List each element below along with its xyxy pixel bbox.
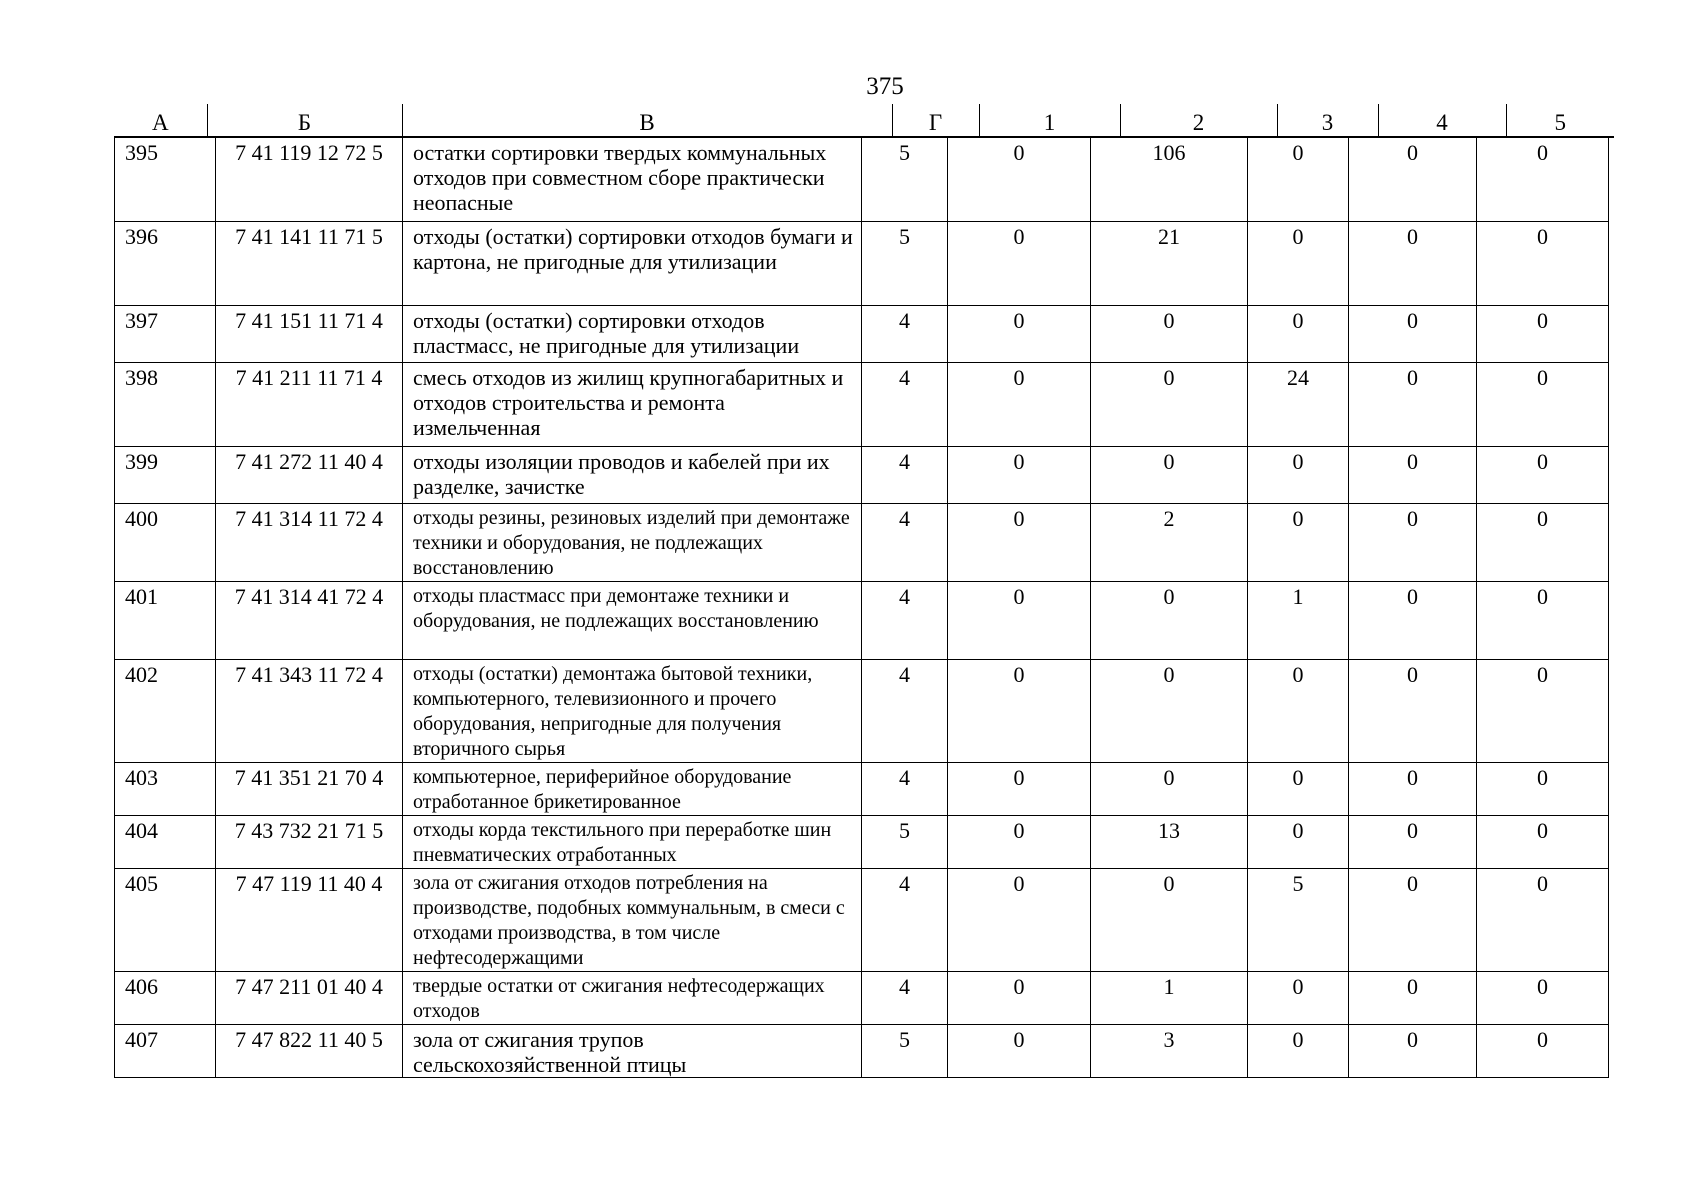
cell-c2: 0	[1091, 363, 1248, 447]
page-number: 375	[866, 73, 904, 100]
cell-a: 404	[115, 816, 216, 869]
cell-a: 407	[115, 1025, 216, 1078]
cell-v: отходы (остатки) демонтажа бытовой техники, компьютерного, телевизионного и прочего оборудования, непригодные для получения вторичного сырья	[403, 660, 862, 763]
cell-c3: 0	[1248, 504, 1349, 582]
cell-c5: 0	[1477, 1025, 1609, 1078]
cell-c3: 0	[1248, 306, 1349, 363]
header-cell-a: А	[114, 104, 207, 137]
cell-c5: 0	[1477, 447, 1609, 504]
cell-b: 7 41 314 11 72 4	[216, 504, 403, 582]
table-row	[115, 972, 1609, 1025]
header-cell-3: 3	[1277, 104, 1378, 137]
table-row	[115, 763, 1609, 816]
cell-b: 7 47 822 11 40 5	[216, 1025, 403, 1078]
cell-v: зола от сжигания трупов сельскохозяйственной птицы	[403, 1025, 862, 1078]
cell-c2: 0	[1091, 447, 1248, 504]
cell-c2: 13	[1091, 816, 1248, 869]
cell-b: 7 41 314 41 72 4	[216, 582, 403, 660]
cell-c4: 0	[1349, 504, 1477, 582]
cell-c3: 1	[1248, 582, 1349, 660]
table-row	[115, 582, 1609, 660]
cell-g: 4	[862, 582, 948, 660]
cell-c1: 0	[948, 138, 1091, 222]
cell-g: 4	[862, 869, 948, 972]
table-row	[115, 138, 1609, 222]
table-row	[115, 1025, 1609, 1078]
cell-b: 7 41 211 11 71 4	[216, 363, 403, 447]
cell-v: отходы корда текстильного при переработке шин пневматических отработанных	[403, 816, 862, 869]
cell-v: отходы (остатки) сортировки отходов бумаги и картона, не пригодные для утилизации	[403, 222, 862, 306]
cell-a: 396	[115, 222, 216, 306]
table-header	[114, 104, 1614, 138]
cell-c3: 0	[1248, 222, 1349, 306]
cell-a: 405	[115, 869, 216, 972]
header-row	[114, 104, 1614, 137]
cell-a: 399	[115, 447, 216, 504]
cell-c2: 3	[1091, 1025, 1248, 1078]
cell-c3: 0	[1248, 138, 1349, 222]
cell-a: 403	[115, 763, 216, 816]
table-row	[115, 222, 1609, 306]
cell-c4: 0	[1349, 306, 1477, 363]
header-cell-g: Г	[892, 104, 979, 137]
header-cell-b: Б	[207, 104, 402, 137]
cell-b: 7 41 141 11 71 5	[216, 222, 403, 306]
cell-c4: 0	[1349, 447, 1477, 504]
cell-g: 4	[862, 363, 948, 447]
cell-c1: 0	[948, 1025, 1091, 1078]
cell-c4: 0	[1349, 869, 1477, 972]
cell-g: 5	[862, 222, 948, 306]
cell-a: 398	[115, 363, 216, 447]
cell-c2: 0	[1091, 660, 1248, 763]
cell-c4: 0	[1349, 582, 1477, 660]
cell-a: 400	[115, 504, 216, 582]
cell-c1: 0	[948, 660, 1091, 763]
cell-g: 4	[862, 763, 948, 816]
cell-c1: 0	[948, 504, 1091, 582]
cell-c4: 0	[1349, 763, 1477, 816]
cell-c5: 0	[1477, 582, 1609, 660]
cell-a: 397	[115, 306, 216, 363]
cell-b: 7 47 211 01 40 4	[216, 972, 403, 1025]
cell-c2: 0	[1091, 306, 1248, 363]
cell-g: 5	[862, 1025, 948, 1078]
cell-a: 402	[115, 660, 216, 763]
table-row	[115, 363, 1609, 447]
cell-c1: 0	[948, 972, 1091, 1025]
table-row	[115, 869, 1609, 972]
cell-c5: 0	[1477, 869, 1609, 972]
cell-c3: 0	[1248, 660, 1349, 763]
cell-c3: 0	[1248, 972, 1349, 1025]
cell-a: 395	[115, 138, 216, 222]
table-row	[115, 306, 1609, 363]
cell-c5: 0	[1477, 660, 1609, 763]
cell-v: отходы (остатки) сортировки отходов пластмасс, не пригодные для утилизации	[403, 306, 862, 363]
cell-c4: 0	[1349, 972, 1477, 1025]
cell-g: 4	[862, 447, 948, 504]
cell-c4: 0	[1349, 363, 1477, 447]
header-cell-5: 5	[1506, 104, 1614, 137]
cell-c3: 5	[1248, 869, 1349, 972]
cell-c5: 0	[1477, 763, 1609, 816]
cell-c1: 0	[948, 816, 1091, 869]
cell-a: 406	[115, 972, 216, 1025]
cell-c5: 0	[1477, 306, 1609, 363]
cell-v: смесь отходов из жилищ крупногабаритных и отходов строительства и ремонта измельченная	[403, 363, 862, 447]
table-row	[115, 660, 1609, 763]
cell-g: 5	[862, 816, 948, 869]
cell-c5: 0	[1477, 138, 1609, 222]
cell-c3: 0	[1248, 1025, 1349, 1078]
table-row	[115, 447, 1609, 504]
cell-c1: 0	[948, 763, 1091, 816]
cell-b: 7 43 732 21 71 5	[216, 816, 403, 869]
cell-c1: 0	[948, 447, 1091, 504]
waste-table-sheet	[114, 104, 1614, 1078]
header-cell-4: 4	[1378, 104, 1506, 137]
cell-v: компьютерное, периферийное оборудование отработанное брикетированное	[403, 763, 862, 816]
header-cell-v: В	[402, 104, 892, 137]
cell-c1: 0	[948, 869, 1091, 972]
cell-c2: 0	[1091, 582, 1248, 660]
cell-g: 5	[862, 138, 948, 222]
cell-v: зола от сжигания отходов потребления на производстве, подобных коммунальным, в смеси с отходами производства, в том числе нефтесодержащими	[403, 869, 862, 972]
cell-v: остатки сортировки твердых коммунальных отходов при совместном сборе практически неопасные	[403, 138, 862, 222]
cell-c3: 0	[1248, 763, 1349, 816]
cell-c3: 0	[1248, 816, 1349, 869]
cell-b: 7 41 151 11 71 4	[216, 306, 403, 363]
cell-b: 7 41 343 11 72 4	[216, 660, 403, 763]
cell-g: 4	[862, 306, 948, 363]
cell-g: 4	[862, 660, 948, 763]
cell-v: отходы пластмасс при демонтаже техники и оборудования, не подлежащих восстановлению	[403, 582, 862, 660]
cell-c4: 0	[1349, 222, 1477, 306]
cell-c3: 0	[1248, 447, 1349, 504]
cell-c1: 0	[948, 363, 1091, 447]
cell-b: 7 41 351 21 70 4	[216, 763, 403, 816]
header-cell-1: 1	[979, 104, 1120, 137]
cell-c5: 0	[1477, 504, 1609, 582]
cell-c5: 0	[1477, 972, 1609, 1025]
table-row	[115, 816, 1609, 869]
cell-v: отходы изоляции проводов и кабелей при их разделке, зачистке	[403, 447, 862, 504]
cell-c2: 21	[1091, 222, 1248, 306]
cell-c1: 0	[948, 306, 1091, 363]
cell-c2: 0	[1091, 869, 1248, 972]
cell-g: 4	[862, 504, 948, 582]
cell-b: 7 41 272 11 40 4	[216, 447, 403, 504]
cell-c4: 0	[1349, 660, 1477, 763]
cell-c5: 0	[1477, 816, 1609, 869]
cell-c3: 24	[1248, 363, 1349, 447]
cell-c1: 0	[948, 222, 1091, 306]
cell-c4: 0	[1349, 138, 1477, 222]
cell-c2: 1	[1091, 972, 1248, 1025]
table-row	[115, 504, 1609, 582]
cell-b: 7 47 119 11 40 4	[216, 869, 403, 972]
cell-b: 7 41 119 12 72 5	[216, 138, 403, 222]
cell-c4: 0	[1349, 816, 1477, 869]
cell-c1: 0	[948, 582, 1091, 660]
cell-c5: 0	[1477, 363, 1609, 447]
cell-g: 4	[862, 972, 948, 1025]
cell-c2: 2	[1091, 504, 1248, 582]
header-cell-2: 2	[1120, 104, 1277, 137]
cell-c2: 0	[1091, 763, 1248, 816]
cell-c2: 106	[1091, 138, 1248, 222]
cell-a: 401	[115, 582, 216, 660]
cell-c4: 0	[1349, 1025, 1477, 1078]
cell-v: твердые остатки от сжигания нефтесодержащих отходов	[403, 972, 862, 1025]
waste-table	[114, 137, 1609, 1078]
cell-c5: 0	[1477, 222, 1609, 306]
cell-v: отходы резины, резиновых изделий при демонтаже техники и оборудования, не подлежащих восстановлению	[403, 504, 862, 582]
